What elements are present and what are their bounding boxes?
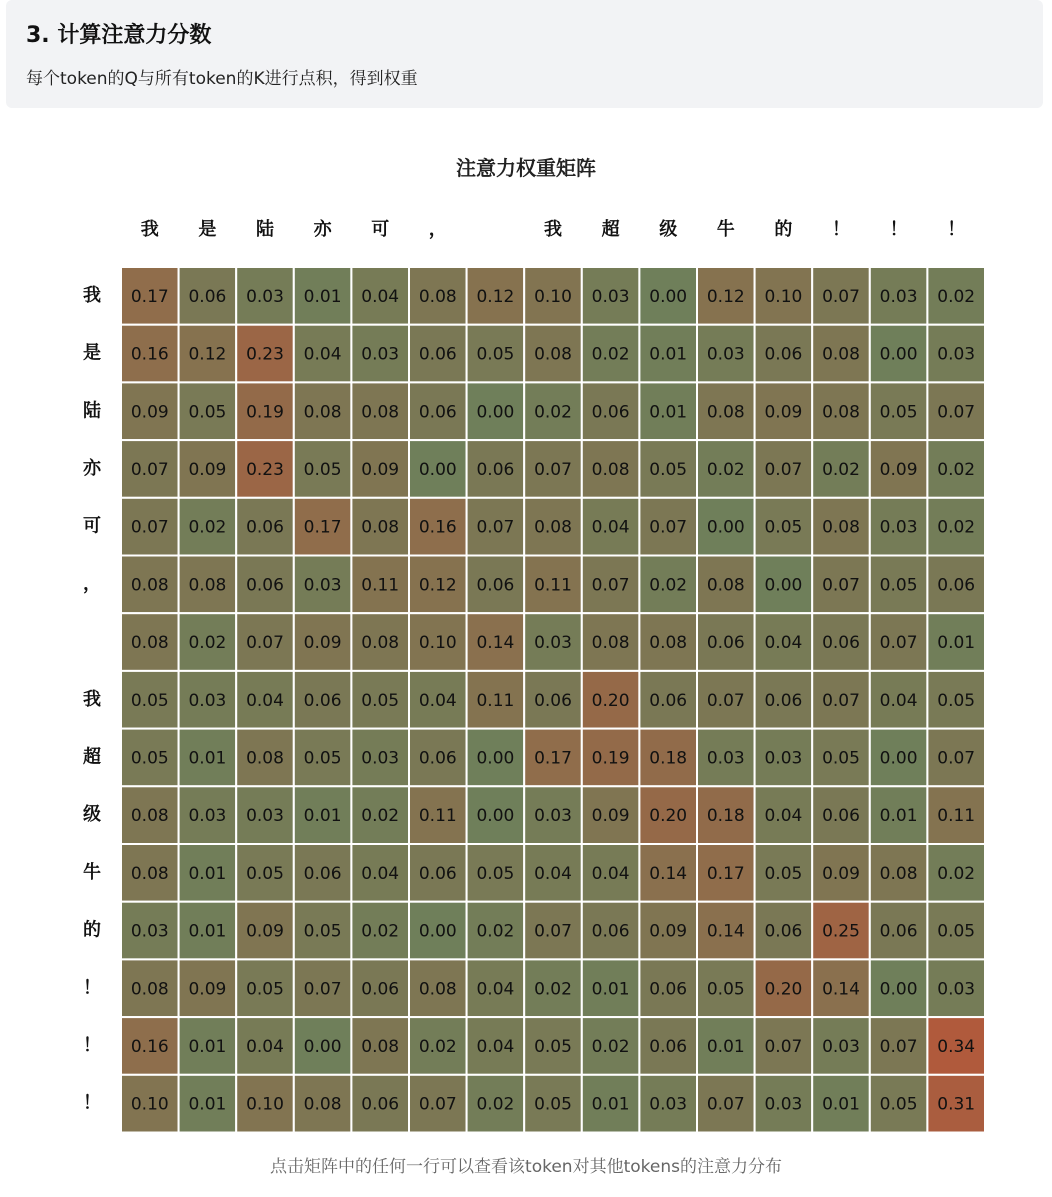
cell-value-label: 0.16 [418, 517, 457, 538]
cell-value-label: 0.01 [649, 402, 688, 423]
cell-value-label: 0.07 [937, 748, 976, 769]
cell-value-label: 0.11 [418, 806, 457, 827]
cell-value-label: 0.04 [534, 863, 572, 884]
cell-value-label: 0.06 [764, 344, 803, 365]
cell-value-label: 0.08 [361, 633, 400, 654]
cell-value-label: 0.10 [246, 1094, 284, 1115]
cell-value-label: 0.07 [418, 1094, 457, 1115]
cell-value-label: 0.02 [649, 575, 688, 596]
cell-value-label: 0.00 [476, 748, 515, 769]
cell-value-label: 0.14 [822, 979, 860, 1000]
row-token-label: 可 [83, 515, 101, 537]
cell-value-label: 0.08 [303, 1094, 342, 1115]
cell-value-label: 0.08 [822, 517, 860, 538]
cell-value-label: 0.05 [130, 690, 169, 711]
cell-value-label: 0.03 [764, 1094, 803, 1115]
cell-value-label: 0.04 [361, 863, 400, 884]
cell-value-label: 0.11 [534, 575, 572, 596]
cell-value-label: 0.01 [649, 344, 688, 365]
matrix-cells [121, 267, 985, 1133]
cell-value-label: 0.09 [303, 633, 342, 654]
cell-value-label: 0.08 [879, 863, 918, 884]
cell-value-label: 0.03 [130, 921, 169, 942]
cell-value-label: 0.10 [418, 633, 457, 654]
row-token-label: 我 [83, 688, 101, 710]
cell-value-label: 0.02 [706, 459, 745, 480]
cell-value-label: 0.04 [476, 979, 515, 1000]
cell-value-label: 0.04 [591, 517, 630, 538]
cell-value-label: 0.02 [188, 517, 227, 538]
cell-value-label: 0.06 [361, 979, 400, 1000]
cell-value-label: 0.11 [476, 690, 515, 711]
cell-value-label: 0.02 [937, 863, 976, 884]
cell-value-label: 0.16 [130, 1036, 169, 1057]
cell-value-label: 0.08 [591, 633, 630, 654]
cell-value-label: 0.08 [130, 806, 169, 827]
row-token-label: 我 [83, 284, 101, 306]
cell-value-label: 0.01 [591, 979, 630, 1000]
column-token-label: ！ [832, 219, 850, 240]
cell-value-label: 0.03 [534, 633, 572, 654]
cell-value-label: 0.19 [591, 748, 630, 769]
cell-value-label: 0.06 [418, 863, 457, 884]
column-token-label: 牛 [716, 219, 735, 240]
cell-value-label: 0.07 [246, 633, 284, 654]
cell-value-label: 0.03 [764, 748, 803, 769]
cell-value-label: 0.12 [188, 344, 227, 365]
cell-value-label: 0.06 [246, 575, 284, 596]
matrix-row[interactable] [121, 325, 985, 383]
cell-value-label: 0.05 [937, 921, 976, 942]
cell-value-label: 0.00 [879, 344, 918, 365]
cell-value-label: 0.05 [534, 1036, 572, 1057]
cell-value-label: 0.07 [879, 633, 918, 654]
cell-value-label: 0.10 [764, 286, 803, 307]
cell-value-label: 0.07 [879, 1036, 918, 1057]
cell-value-label: 0.08 [534, 517, 572, 538]
row-token-label: 陆 [83, 400, 101, 422]
cell-value-label: 0.09 [649, 921, 688, 942]
cell-value-label: 0.01 [706, 1036, 745, 1057]
cell-value-label: 0.03 [188, 806, 227, 827]
cell-value-label: 0.03 [879, 286, 918, 307]
column-token-label: 级 [659, 219, 678, 240]
cell-value-label: 0.00 [418, 921, 457, 942]
column-token-label: 是 [198, 219, 217, 240]
cell-value-label: 0.31 [937, 1094, 976, 1115]
column-labels [141, 218, 965, 240]
cell-value-label: 0.06 [303, 690, 342, 711]
cell-value-label: 0.03 [246, 806, 284, 827]
cell-value-label: 0.04 [476, 1036, 515, 1057]
matrix-row[interactable] [121, 498, 985, 556]
row-token-label: ！ [83, 1034, 101, 1056]
cell-value-label: 0.00 [303, 1036, 342, 1057]
cell-value-label: 0.03 [534, 806, 572, 827]
cell-value-label: 0.01 [303, 806, 342, 827]
cell-value-label: 0.03 [937, 979, 976, 1000]
cell-value-label: 0.04 [879, 690, 918, 711]
cell-value-label: 0.00 [764, 575, 803, 596]
cell-value-label: 0.09 [188, 979, 227, 1000]
cell-value-label: 0.11 [937, 806, 976, 827]
cell-value-label: 0.07 [303, 979, 342, 1000]
cell-value-label: 0.07 [764, 1036, 803, 1057]
column-token-label: ！ [947, 219, 966, 240]
cell-value-label: 0.07 [130, 517, 169, 538]
matrix-row[interactable] [121, 613, 985, 671]
cell-value-label: 0.04 [764, 633, 803, 654]
row-token-label: 的 [83, 919, 101, 941]
cell-value-label: 0.34 [937, 1036, 976, 1057]
cell-value-label: 0.07 [706, 690, 745, 711]
cell-value-label: 0.01 [188, 1036, 227, 1057]
cell-value-label: 0.02 [937, 286, 976, 307]
matrix-row[interactable] [121, 729, 985, 787]
cell-value-label: 0.00 [418, 459, 457, 480]
row-token-label: 牛 [83, 861, 101, 883]
cell-value-label: 0.05 [764, 863, 803, 884]
column-token-label: 超 [601, 219, 620, 240]
cell-value-label: 0.25 [822, 921, 860, 942]
cell-value-label: 0.06 [822, 633, 860, 654]
cell-value-label: 0.05 [303, 748, 342, 769]
cell-value-label: 0.03 [649, 1094, 688, 1115]
cell-value-label: 0.08 [822, 402, 860, 423]
cell-value-label: 0.01 [937, 633, 976, 654]
cell-value-label: 0.20 [764, 979, 803, 1000]
cell-value-label: 0.06 [591, 402, 630, 423]
cell-value-label: 0.02 [534, 402, 572, 423]
cell-value-label: 0.20 [591, 690, 630, 711]
cell-value-label: 0.09 [130, 402, 169, 423]
cell-value-label: 0.07 [476, 517, 515, 538]
cell-value-label: 0.01 [591, 1094, 630, 1115]
cell-value-label: 0.08 [361, 517, 400, 538]
cell-value-label: 0.03 [246, 286, 284, 307]
cell-value-label: 0.05 [303, 459, 342, 480]
cell-value-label: 0.07 [764, 459, 803, 480]
cell-value-label: 0.07 [534, 921, 572, 942]
cell-value-label: 0.17 [130, 286, 169, 307]
cell-value-label: 0.01 [188, 863, 227, 884]
cell-value-label: 0.18 [649, 748, 688, 769]
cell-value-label: 0.10 [534, 286, 572, 307]
cell-value-label: 0.10 [130, 1094, 169, 1115]
cell-value-label: 0.01 [188, 1094, 227, 1115]
cell-value-label: 0.03 [188, 690, 227, 711]
cell-value-label: 0.06 [649, 1036, 688, 1057]
column-token-label: 可 [371, 219, 390, 240]
cell-value-label: 0.16 [130, 344, 169, 365]
cell-value-label: 0.07 [591, 575, 630, 596]
column-token-label: 我 [140, 219, 159, 240]
cell-value-label: 0.19 [246, 402, 284, 423]
cell-value-label: 0.06 [649, 979, 688, 1000]
cell-value-label: 0.08 [130, 633, 169, 654]
cell-value-label: 0.04 [418, 690, 457, 711]
cell-value-label: 0.05 [764, 517, 803, 538]
cell-value-label: 0.07 [822, 286, 860, 307]
cell-value-label: 0.02 [937, 459, 976, 480]
cell-value-label: 0.12 [418, 575, 457, 596]
column-token-label: 陆 [256, 219, 274, 240]
cell-value-label: 0.07 [130, 459, 169, 480]
cell-value-label: 0.01 [879, 806, 918, 827]
cell-value-label: 0.05 [937, 690, 976, 711]
cell-value-label: 0.06 [246, 517, 284, 538]
cell-value-label: 0.02 [188, 633, 227, 654]
cell-value-label: 0.02 [476, 921, 515, 942]
matrix-row[interactable] [121, 1017, 985, 1075]
cell-value-label: 0.14 [649, 863, 688, 884]
cell-value-label: 0.03 [361, 344, 400, 365]
cell-value-label: 0.08 [130, 863, 169, 884]
cell-value-label: 0.07 [822, 690, 860, 711]
cell-value-label: 0.08 [706, 575, 745, 596]
cell-value-label: 0.02 [937, 517, 976, 538]
cell-value-label: 0.05 [649, 459, 688, 480]
cell-value-label: 0.05 [303, 921, 342, 942]
cell-value-label: 0.03 [706, 344, 745, 365]
cell-value-label: 0.05 [879, 402, 918, 423]
cell-value-label: 0.08 [188, 575, 227, 596]
step-title: 3. 计算注意力分数 [26, 23, 212, 48]
cell-value-label: 0.18 [706, 806, 745, 827]
cell-value-label: 0.02 [361, 806, 400, 827]
cell-value-label: 0.06 [476, 575, 515, 596]
column-token-label: 亦 [313, 219, 332, 240]
column-token-label: ， [428, 219, 447, 240]
cell-value-label: 0.03 [303, 575, 342, 596]
cell-value-label: 0.12 [476, 286, 515, 307]
cell-value-label: 0.05 [361, 690, 400, 711]
cell-value-label: 0.08 [822, 344, 860, 365]
matrix-row[interactable] [121, 267, 985, 325]
cell-value-label: 0.06 [188, 286, 227, 307]
cell-value-label: 0.03 [937, 344, 976, 365]
cell-value-label: 0.05 [246, 863, 284, 884]
cell-value-label: 0.04 [361, 286, 400, 307]
column-token-label: ！ [889, 219, 908, 240]
cell-value-label: 0.07 [534, 459, 572, 480]
cell-value-label: 0.09 [188, 459, 227, 480]
cell-value-label: 0.07 [937, 402, 976, 423]
cell-value-label: 0.07 [706, 1094, 745, 1115]
cell-value-label: 0.01 [303, 286, 342, 307]
cell-value-label: 0.00 [476, 806, 515, 827]
cell-value-label: 0.11 [361, 575, 400, 596]
cell-value-label: 0.06 [361, 1094, 400, 1115]
matrix-row[interactable] [121, 1075, 985, 1133]
cell-value-label: 0.06 [303, 863, 342, 884]
cell-value-label: 0.03 [822, 1036, 860, 1057]
cell-value-label: 0.01 [188, 921, 227, 942]
matrix-row[interactable] [121, 382, 985, 440]
cell-value-label: 0.06 [706, 633, 745, 654]
cell-value-label: 0.08 [246, 748, 284, 769]
matrix-row[interactable] [121, 902, 985, 960]
column-token-label: 的 [774, 219, 793, 240]
cell-value-label: 0.02 [534, 979, 572, 1000]
cell-value-label: 0.06 [822, 806, 860, 827]
cell-value-label: 0.07 [822, 575, 860, 596]
cell-value-label: 0.06 [764, 690, 803, 711]
cell-value-label: 0.07 [649, 517, 688, 538]
cell-value-label: 0.06 [476, 459, 515, 480]
cell-value-label: 0.05 [476, 344, 515, 365]
cell-value-label: 0.03 [591, 286, 630, 307]
cell-value-label: 0.05 [879, 1094, 918, 1115]
cell-value-label: 0.04 [764, 806, 803, 827]
cell-value-label: 0.06 [418, 402, 457, 423]
cell-value-label: 0.09 [822, 863, 860, 884]
cell-value-label: 0.02 [591, 1036, 630, 1057]
cell-value-label: 0.08 [418, 979, 457, 1000]
cell-value-label: 0.01 [822, 1094, 860, 1115]
cell-value-label: 0.09 [879, 459, 918, 480]
row-token-label: 级 [83, 804, 101, 826]
cell-value-label: 0.14 [476, 633, 515, 654]
matrix-row[interactable] [121, 671, 985, 729]
cell-value-label: 0.02 [361, 921, 400, 942]
matrix-row[interactable] [121, 844, 985, 902]
cell-value-label: 0.17 [303, 517, 342, 538]
cell-value-label: 0.04 [303, 344, 342, 365]
cell-value-label: 0.05 [188, 402, 227, 423]
cell-value-label: 0.06 [649, 690, 688, 711]
chart-title: 注意力权重矩阵 [456, 156, 596, 180]
cell-value-label: 0.06 [879, 921, 918, 942]
row-token-label: 是 [83, 342, 101, 364]
cell-value-label: 0.05 [246, 979, 284, 1000]
row-token-label: ！ [83, 977, 101, 999]
cell-value-label: 0.23 [246, 459, 284, 480]
cell-value-label: 0.02 [591, 344, 630, 365]
cell-value-label: 0.08 [706, 402, 745, 423]
cell-value-label: 0.08 [130, 575, 169, 596]
cell-value-label: 0.05 [879, 575, 918, 596]
cell-value-label: 0.14 [706, 921, 745, 942]
cell-value-label: 0.03 [361, 748, 400, 769]
cell-value-label: 0.03 [879, 517, 918, 538]
cell-value-label: 0.04 [591, 863, 630, 884]
cell-value-label: 0.20 [649, 806, 688, 827]
cell-value-label: 0.08 [534, 344, 572, 365]
cell-value-label: 0.17 [706, 863, 745, 884]
step-description: 每个token的Q与所有token的K进行点积，得到权重 [26, 69, 418, 89]
cell-value-label: 0.09 [591, 806, 630, 827]
cell-value-label: 0.12 [706, 286, 745, 307]
matrix-row[interactable] [121, 556, 985, 614]
cell-value-label: 0.00 [879, 748, 918, 769]
cell-value-label: 0.08 [303, 402, 342, 423]
matrix-row[interactable] [121, 786, 985, 844]
cell-value-label: 0.05 [822, 748, 860, 769]
cell-value-label: 0.05 [534, 1094, 572, 1115]
matrix-row[interactable] [121, 440, 985, 498]
column-token-label: 我 [544, 219, 562, 240]
cell-value-label: 0.06 [937, 575, 976, 596]
cell-value-label: 0.02 [418, 1036, 457, 1057]
cell-value-label: 0.04 [246, 1036, 284, 1057]
row-token-label: ！ [83, 1092, 101, 1114]
cell-value-label: 0.17 [534, 748, 572, 769]
cell-value-label: 0.04 [246, 690, 284, 711]
cell-value-label: 0.03 [706, 748, 745, 769]
cell-value-label: 0.08 [649, 633, 688, 654]
cell-value-label: 0.06 [418, 748, 457, 769]
cell-value-label: 0.09 [764, 402, 803, 423]
cell-value-label: 0.08 [418, 286, 457, 307]
cell-value-label: 0.05 [476, 863, 515, 884]
cell-value-label: 0.02 [476, 1094, 515, 1115]
cell-value-label: 0.01 [188, 748, 227, 769]
row-token-label: ， [83, 573, 101, 595]
cell-value-label: 0.06 [534, 690, 572, 711]
cell-value-label: 0.09 [246, 921, 284, 942]
row-token-label: 亦 [83, 457, 101, 479]
cell-value-label: 0.00 [706, 517, 745, 538]
cell-value-label: 0.09 [361, 459, 400, 480]
cell-value-label: 0.02 [822, 459, 860, 480]
cell-value-label: 0.08 [591, 459, 630, 480]
matrix-row[interactable] [121, 959, 985, 1017]
cell-value-label: 0.05 [130, 748, 169, 769]
row-labels [83, 284, 102, 1114]
caption-hint: 点击矩阵中的任何一行可以查看该token对其他tokens的注意力分布 [270, 1157, 782, 1177]
cell-value-label: 0.08 [361, 1036, 400, 1057]
cell-value-label: 0.00 [649, 286, 688, 307]
cell-value-label: 0.06 [764, 921, 803, 942]
cell-value-label: 0.08 [130, 979, 169, 1000]
row-token-label: 超 [83, 746, 101, 768]
cell-value-label: 0.08 [361, 402, 400, 423]
cell-value-label: 0.00 [879, 979, 918, 1000]
cell-value-label: 0.00 [476, 402, 515, 423]
cell-value-label: 0.23 [246, 344, 284, 365]
cell-value-label: 0.06 [418, 344, 457, 365]
cell-value-label: 0.06 [591, 921, 630, 942]
cell-value-label: 0.05 [706, 979, 745, 1000]
